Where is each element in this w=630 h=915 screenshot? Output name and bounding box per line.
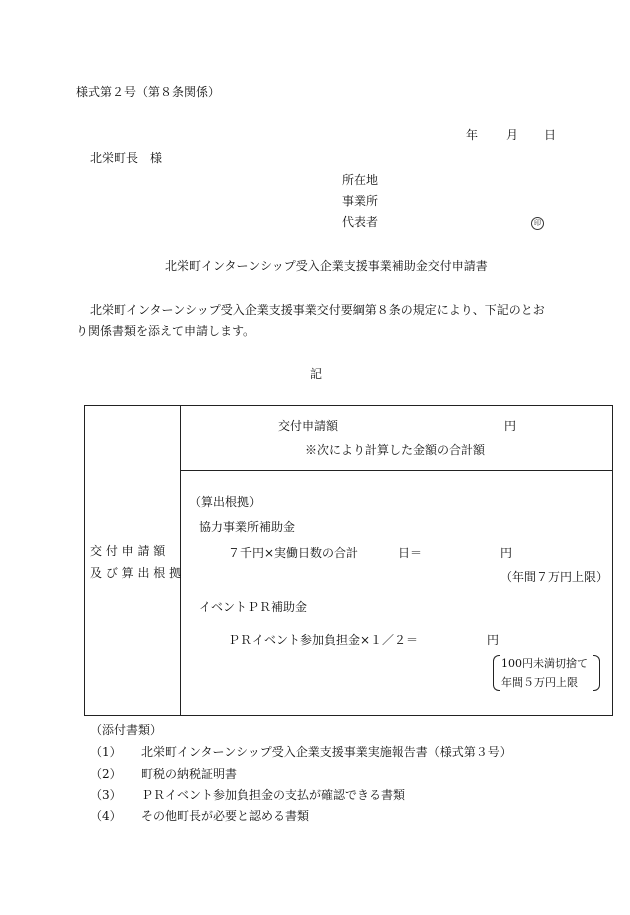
attachment-item-num: （1） — [90, 745, 122, 759]
left-label-line-2: 及 び 算 出 根 拠 — [90, 566, 182, 580]
table-horizontal-divider — [180, 470, 612, 471]
date-month-label: 月 — [506, 128, 519, 142]
event-yen: 円 — [487, 633, 500, 647]
application-amount-label: 交付申請額 — [278, 419, 339, 433]
coop-limit: （年間７万円上限） — [500, 570, 609, 584]
representative-label: 代表者 — [342, 215, 379, 229]
attachment-item-num: （2） — [90, 767, 122, 781]
attachment-item-text: その他町長が必要と認める書類 — [141, 809, 310, 823]
attachment-item-num: （3） — [90, 788, 122, 802]
attachment-item-text: 町税の納税証明書 — [141, 767, 238, 781]
left-bracket — [493, 655, 500, 691]
body-line-2: り関係書類を添えて申請します。 — [76, 324, 256, 338]
calculation-note: ※次により計算した金額の合計額 — [305, 443, 486, 457]
seal-icon: 印 — [531, 217, 544, 230]
office-label: 事業所 — [342, 194, 379, 208]
coop-days-equals: 日＝ — [398, 546, 423, 560]
event-subsidy-label: イベントＰＲ補助金 — [199, 600, 308, 614]
coop-formula: ７千円×実働日数の合計 — [228, 546, 359, 560]
left-label-line-1: 交 付 申 請 額 — [90, 544, 166, 558]
date-year-label: 年 — [466, 128, 479, 142]
right-bracket — [593, 655, 600, 691]
basis-heading: （算出根拠） — [189, 495, 262, 509]
application-amount-yen: 円 — [504, 419, 517, 433]
location-label: 所在地 — [342, 173, 379, 187]
seal-mark — [531, 215, 544, 230]
body-line-1: 北栄町インターンシップ受入企業支援事業交付要綱第８条の規定により、下記のとお — [90, 303, 545, 317]
attachment-item-num: （4） — [90, 809, 122, 823]
event-note-line-2: 年間５万円上限 — [501, 676, 578, 689]
document-title: 北栄町インターンシップ受入企業支援事業補助金交付申請書 — [165, 259, 488, 273]
table-vertical-divider — [180, 406, 181, 715]
ki-heading: 記 — [310, 367, 323, 381]
addressee: 北栄町長 様 — [90, 151, 163, 165]
attachment-item-text: 北栄町インターンシップ受入企業支援事業実施報告書（様式第３号） — [141, 745, 512, 759]
coop-yen: 円 — [500, 546, 513, 560]
event-note-line-1: 100円未満切捨て — [501, 657, 588, 670]
coop-subsidy-label: 協力事業所補助金 — [199, 520, 296, 534]
form-number: 様式第２号（第８条関係） — [76, 85, 221, 99]
date-day-label: 日 — [544, 128, 557, 142]
attachment-item-text: ＰＲイベント参加負担金の支払が確認できる書類 — [141, 788, 406, 802]
event-formula: ＰＲイベント参加負担金×１／２＝ — [228, 633, 419, 647]
attachments-heading: （添付書類） — [90, 723, 163, 737]
